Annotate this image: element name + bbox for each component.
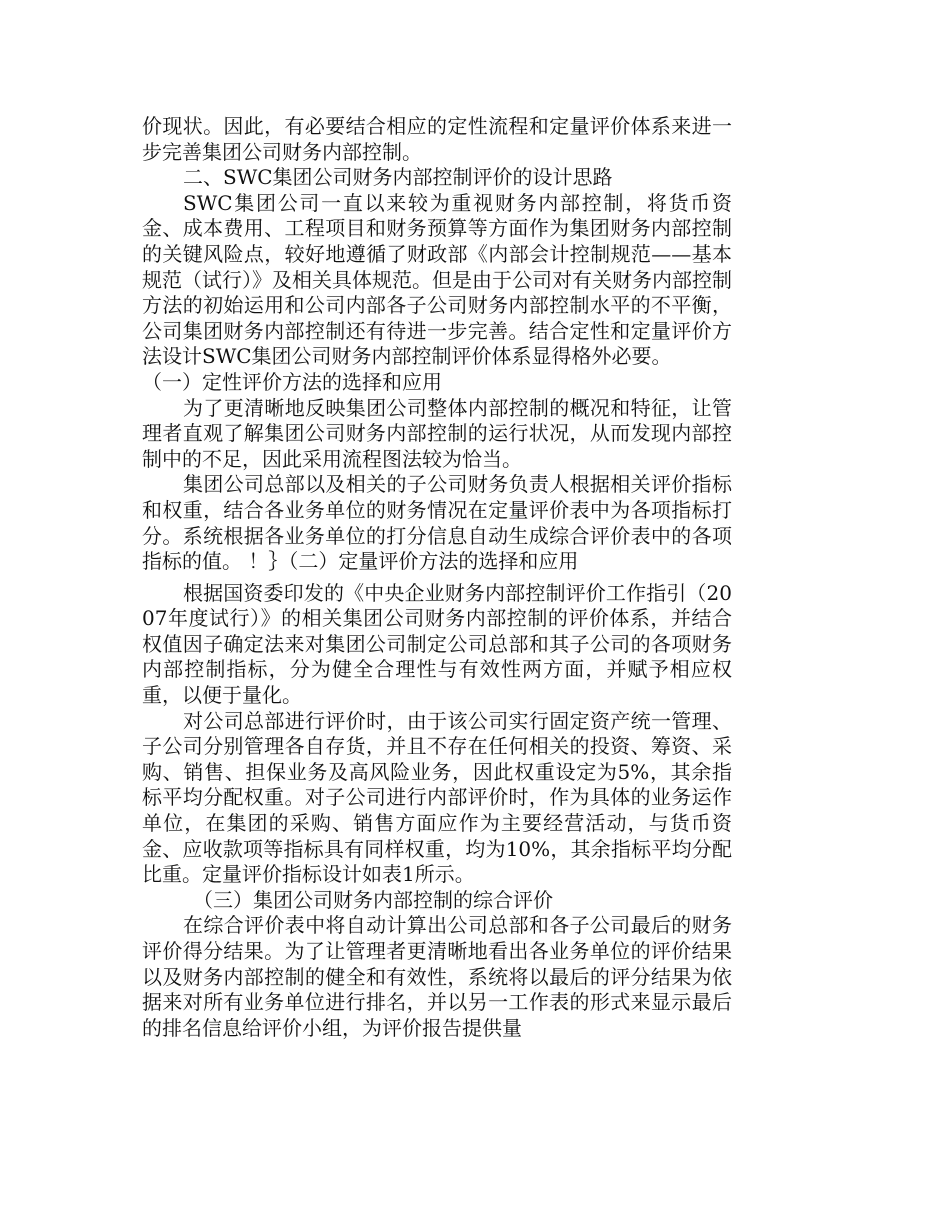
paragraph-qualitative-method: 为了更清晰地反映集团公司整体内部控制的概况和特征，让管理者直观了解集团公司财务内部控制的运行状况，从而发现内部控制中的不足，因此采用流程图法较为恰当。 bbox=[142, 395, 732, 471]
subsection-heading-1: （一）定性评价方法的选择和应用 bbox=[142, 369, 442, 394]
paragraph-overview: SWC集团公司一直以来较为重视财务内部控制，将货币资金、成本费用、工程项目和财务预算等方面作为集团财务内部控制的关键风险点，较好地遵循了财政部《内部会计控制规范——基本规范（试行）》及相关具体规范。但是由于公司对有关财务内部控制方法的初始运用和公司内部各子公司财务内部控制水平的不平衡，公司集团财务内部控制还有待进一步完善。结合定性和定量评价方法设计SWC集团公司财务内部控制评价体系显得格外必要。 bbox=[142, 190, 732, 369]
paragraph-scoring: 集团公司总部以及相关的子公司财务负责人根据相关评价指标和权重，结合各业务单位的财务情况在定量评价表中为各项指标打分。系统根据各业务单位的打分信息自动生成综合评价表中的各项指标的值。 ！｝（二）定量评价方法的选择和应用 bbox=[142, 472, 732, 574]
paragraph-comprehensive-evaluation: 在综合评价表中将自动计算出公司总部和各子公司最后的财务评价得分结果。为了让管理者更清晰地看出各业务单位的评价结果以及财务内部控制的健全和有效性，系统将以最后的评分结果为依据来对所有业务单位进行排名，并以另一工作表的形式来显示最后的排名信息给评价小组，为评价报告提供量 bbox=[142, 913, 732, 1040]
paragraph-quantitative-method: 根据国资委印发的《中央企业财务内部控制评价工作指引（2007年度试行）》的相关集团公司财务内部控制的评价体系，并结合权值因子确定法来对集团公司制定公司总部和其子公司的各项财务内部控制指标，分为健全合理性与有效性两方面，并赋予相应权重，以便于量化。 bbox=[142, 580, 732, 708]
section-heading-2: 二、SWC集团公司财务内部控制评价的设计思路 bbox=[183, 165, 613, 190]
subsection-heading-3: （三）集团公司财务内部控制的综合评价 bbox=[193, 887, 553, 912]
paragraph-continuation: 价现状。因此，有必要结合相应的定性流程和定量评价体系来进一步完善集团公司财务内部控制。 bbox=[142, 114, 732, 164]
document-body bbox=[142, 114, 732, 1041]
paragraph-weights: 对公司总部进行评价时，由于该公司实行固定资产统一管理、子公司分别管理各自存货，并且不存在任何相关的投资、筹资、采购、销售、担保业务及高风险业务，因此权重设定为5%，其余指标平均分配权重。对子公司进行内部评价时，作为具体的业务运作单位，在集团的采购、销售方面应作为主要经营活动，与货币资金、应收款项等指标具有同样权重，均为10%，其余指标平均分配比重。定量评价指标设计如表1所示。 bbox=[142, 708, 732, 887]
